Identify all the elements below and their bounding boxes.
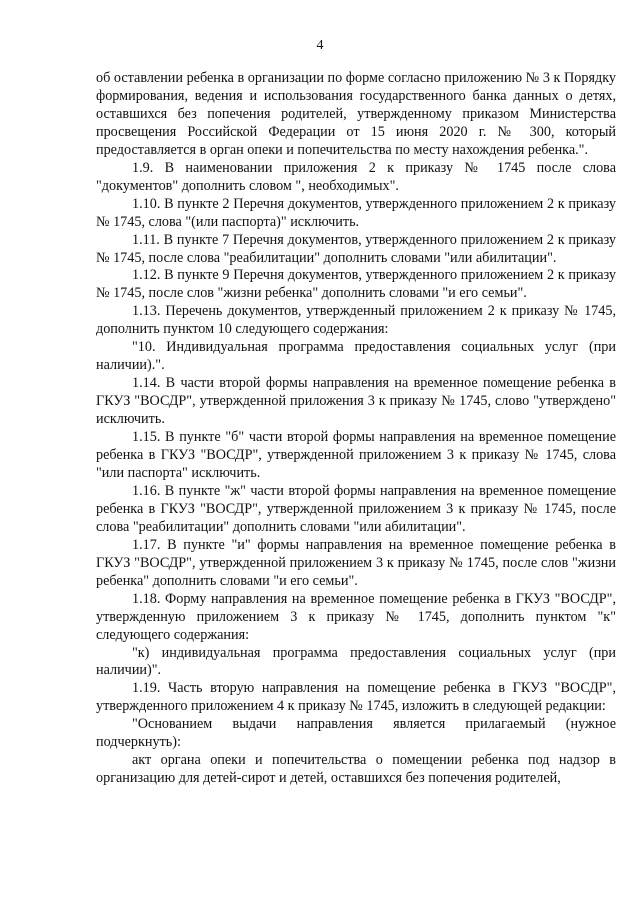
paragraph-1-11: 1.11. В пункте 7 Перечня документов, утвержденного приложением 2 к приказу № 1745, после слова "реабилитации" дополнить словами "или абилитации". bbox=[96, 231, 616, 266]
paragraph-1-15: 1.15. В пункте "б" части второй формы направления на временное помещение ребенка в ГКУЗ "ВОСДР", утвержденной приложением 3 к приказу № 1745, слова "или паспорта" исключить. bbox=[96, 429, 616, 481]
paragraph-1-10: 1.10. В пункте 2 Перечня документов, утвержденного приложением 2 к приказу № 1745, слова "(или паспорта)" исключить. bbox=[96, 195, 616, 230]
document-body bbox=[96, 70, 616, 788]
paragraph-1-12: 1.12. В пункте 9 Перечня документов, утвержденного приложением 2 к приказу № 1745, после слов "жизни ребенка" дополнить словами "и его семьи". bbox=[96, 267, 616, 302]
paragraph-1-18-item-k: "к) индивидуальная программа предоставления социальных услуг (при наличии)". bbox=[96, 644, 616, 679]
paragraph-1-19-basis: "Основанием выдачи направления является прилагаемый (нужное подчеркнуть): bbox=[96, 716, 616, 751]
paragraph-1-18: 1.18. Форму направления на временное помещение ребенка в ГКУЗ "ВОСДР", утвержденную приложением 3 к приказу № 1745, дополнить пунктом "к" следующего содержания: bbox=[96, 590, 616, 643]
paragraph-1-16: 1.16. В пункте "ж" части второй формы направления на временное помещение ребенка в ГКУЗ "ВОСДР", утвержденной приложением 3 к приказу № 1745, после слова "реабилитации" дополнить словами "или абилитации". bbox=[96, 482, 616, 535]
paragraph-1-19-act: акт органа опеки и попечительства о помещении ребенка под надзор в организацию для детей-сирот и детей, оставшихся без попечения родителей, bbox=[96, 752, 616, 787]
paragraph-1-19: 1.19. Часть вторую направления на помещение ребенка в ГКУЗ "ВОСДР", утвержденного приложением 4 к приказу № 1745, изложить в следующей редакции: bbox=[96, 680, 616, 715]
paragraph-1-17: 1.17. В пункте "и" формы направления на временное помещение ребенка в ГКУЗ "ВОСДР", утвержденной приложением 3 к приказу № 1745, после слов "жизни ребенка" дополнить словами "и его семьи". bbox=[96, 536, 616, 589]
paragraph-1-13-item-10: "10. Индивидуальная программа предоставления социальных услуг (при наличии).". bbox=[96, 339, 616, 374]
paragraph-1-13: 1.13. Перечень документов, утвержденный приложением 2 к приказу № 1745, дополнить пунктом 10 следующего содержания: bbox=[96, 303, 616, 338]
page-number: 4 bbox=[316, 38, 324, 53]
paragraph-1-14: 1.14. В части второй формы направления на временное помещение ребенка в ГКУЗ "ВОСДР", утвержденной приложения 3 к приказу № 1745, слово "утверждено" исключить. bbox=[96, 375, 616, 428]
paragraph-1-9: 1.9. В наименовании приложения 2 к приказу № 1745 после слова "документов" дополнить словом ", необходимых". bbox=[96, 159, 616, 194]
paragraph-continuation: об оставлении ребенка в организации по форме согласно приложению № 3 к Порядку формирования, ведения и использования государственного банка данных о детях, оставшихся без попечения родителей, утвержденному приказом Министерства просвещения Российской Федерации от 15 июня 2020 г. № 300, который предоставляется в орган опеки и попечительства по месту нахождения ребенка.". bbox=[96, 70, 616, 158]
